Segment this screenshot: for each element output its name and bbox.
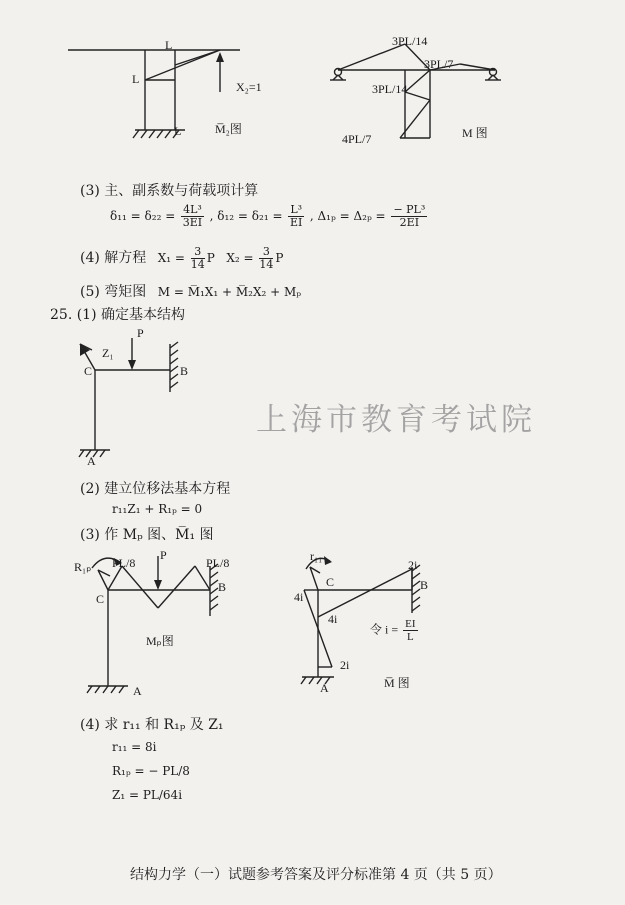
frac-pl3-2ei: $\frac{\text{− PL³}}{2EI}$ [393,203,426,229]
q25-step2-title: (2) 建立位移法基本方程 [80,481,231,497]
mp-pl8-right: PL/8 [206,556,230,570]
m1-2i-bottom: 2i [340,658,350,672]
m-label-right: 3PL/7 [424,57,454,71]
m1-ei-definition [370,618,420,643]
frac-x2: $\frac{3}{14}$ [259,245,274,271]
q25-b-label: B [180,364,189,378]
q25-c-label: C [84,364,93,378]
m-caption: M 图 [462,126,488,140]
frac-ei-l: $\frac{EI}{L}$ [405,618,416,643]
step4-title: (4) 解方程 [80,250,147,266]
q25-r11: r₁₁ = 8i [112,740,157,754]
m2-label-l-mid: L [132,72,140,86]
m1-a-label: A [320,681,329,695]
m1-c-label: C [326,575,335,589]
m1-b-label: B [420,578,429,592]
mp-c-label: C [96,592,105,606]
m1-4i-mid: 4i [328,612,338,626]
m-label-bottom: 4PL/7 [342,132,372,146]
frac-l3-ei: $\frac{\text{L³}}{EI}$ [290,203,303,229]
frac-x1: $\frac{3}{14}$ [190,245,205,271]
q25-p-label: P [137,326,144,340]
step5-row [80,281,301,301]
x1-text: X₁ = [157,251,185,265]
step5-title: (5) 弯矩图 [80,284,147,300]
frac-4l3-3ei: $\frac{\text{4L³}}{3EI}$ [182,203,203,229]
q25-step4-title: (4) 求 r₁₁ 和 R₁ₚ 及 Z₁ [80,717,224,733]
m2-caption: M̅₂图 [215,122,242,136]
m2-label-l-bottom: L [174,124,182,138]
page-footer: 结构力学（一）试题参考答案及评分标准第 4 页（共 5 页） [130,867,502,883]
mp-a-label: A [133,684,142,698]
mp-pl8-left: PL/8 [112,556,136,570]
delta1p-text: , Δ₁ₚ = Δ₂ₚ = [309,209,386,223]
q25-a-label: A [87,454,96,468]
mp-b-label: B [218,580,227,594]
m1-r11-label: r₁₁ [310,549,323,563]
step5-formula: M = M̅₁X₁ + M̅₂X₂ + Mₚ [157,285,302,299]
delta12-text: , δ₁₂ = δ₂₁ = [209,209,283,223]
q25-structure-diagram [70,330,220,460]
step3-title: (3) 主、副系数与荷载项计算 [80,183,259,199]
m2-label-l-top: L [165,38,173,52]
q25-title: 25. (1) 确定基本结构 [50,307,185,323]
m1-ling-text: 令 i = [370,622,399,637]
x2-unit: P [275,251,284,265]
m1-4i-left: 4i [294,590,304,604]
mp-p-label: P [160,548,167,562]
mp-caption: Mₚ图 [146,634,174,648]
delta11-text: δ₁₁ = δ₂₂ = [110,209,176,223]
m1-caption: M̅ 图 [384,676,410,690]
q25-step3-title: (3) 作 Mₚ 图、M̅₁ 图 [80,527,214,543]
watermark: 上海市教育考试院 [256,402,536,438]
m-label-mid: 3PL/14 [372,82,408,96]
step4-row [80,246,283,271]
x2-text: X₂ = [226,251,254,265]
x1-unit: P [206,251,215,265]
mp-r1p-label: R₁ₚ [74,560,92,574]
m1-2i-top: 2i [408,558,418,572]
step3-formula [110,204,429,229]
m2-x2-label: X₂=1 [236,80,262,94]
q25-z1: Z₁ = PL/64i [112,788,183,802]
q25-step2-eq: r₁₁Z₁ + R₁ₚ = 0 [112,502,203,516]
q25-r1p: R₁ₚ = − PL/8 [112,764,190,778]
m2-diagram [60,30,320,140]
m-label-top: 3PL/14 [392,34,428,48]
q25-z1-label: Z₁ [102,346,114,360]
